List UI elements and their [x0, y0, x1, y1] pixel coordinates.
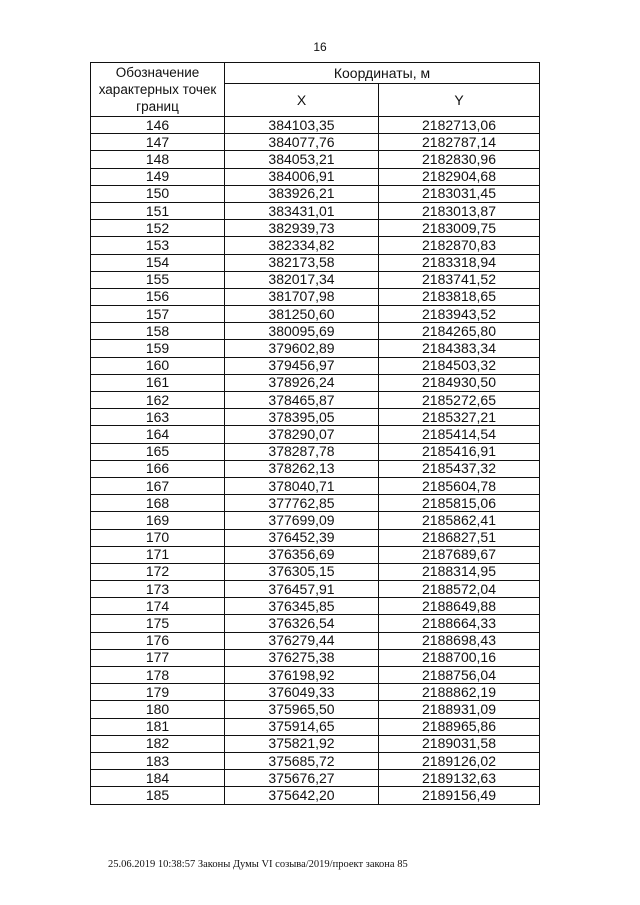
y-coordinate-cell: 2184503,32	[379, 357, 540, 374]
point-number-cell: 153	[91, 237, 225, 254]
point-number-cell: 178	[91, 667, 225, 684]
x-coordinate-cell: 376275,38	[225, 649, 379, 666]
point-number-cell: 184	[91, 770, 225, 787]
point-number-cell: 177	[91, 649, 225, 666]
point-number-cell: 175	[91, 615, 225, 632]
x-coordinate-cell: 376457,91	[225, 581, 379, 598]
x-coordinate-cell: 382017,34	[225, 271, 379, 288]
y-coordinate-cell: 2188700,16	[379, 649, 540, 666]
y-coordinate-cell: 2186827,51	[379, 529, 540, 546]
table-row	[91, 220, 540, 237]
table-row	[91, 684, 540, 701]
point-number-cell: 161	[91, 374, 225, 391]
point-number-cell: 171	[91, 546, 225, 563]
table-row	[91, 770, 540, 787]
x-coordinate-cell: 382173,58	[225, 254, 379, 271]
point-number-cell: 174	[91, 598, 225, 615]
y-coordinate-cell: 2183031,45	[379, 185, 540, 202]
table-row	[91, 185, 540, 202]
table-row	[91, 546, 540, 563]
y-coordinate-cell: 2185437,32	[379, 460, 540, 477]
x-coordinate-cell: 383431,01	[225, 202, 379, 219]
y-coordinate-cell: 2188756,04	[379, 667, 540, 684]
table-row	[91, 477, 540, 494]
x-coordinate-cell: 383926,21	[225, 185, 379, 202]
point-number-cell: 150	[91, 185, 225, 202]
header-row	[91, 63, 540, 84]
x-coordinate-cell: 376305,15	[225, 563, 379, 580]
x-coordinate-cell: 380095,69	[225, 323, 379, 340]
y-coordinate-cell: 2188649,88	[379, 598, 540, 615]
table-row	[91, 495, 540, 512]
table-row	[91, 632, 540, 649]
x-coordinate-cell: 381250,60	[225, 306, 379, 323]
y-coordinate-cell: 2183943,52	[379, 306, 540, 323]
table-row	[91, 271, 540, 288]
x-coordinate-cell: 375685,72	[225, 752, 379, 769]
table-row	[91, 529, 540, 546]
point-number-cell: 146	[91, 117, 225, 134]
x-coordinate-cell: 378287,78	[225, 443, 379, 460]
table-row	[91, 615, 540, 632]
table-row	[91, 752, 540, 769]
point-number-cell: 179	[91, 684, 225, 701]
y-coordinate-cell: 2185414,54	[379, 426, 540, 443]
point-number-cell: 149	[91, 168, 225, 185]
y-coordinate-cell: 2189132,63	[379, 770, 540, 787]
x-coordinate-cell: 375676,27	[225, 770, 379, 787]
x-coordinate-cell: 377762,85	[225, 495, 379, 512]
table-row	[91, 667, 540, 684]
x-coordinate-cell: 384006,91	[225, 168, 379, 185]
y-coordinate-cell: 2185327,21	[379, 409, 540, 426]
point-number-cell: 165	[91, 443, 225, 460]
y-coordinate-cell: 2184383,34	[379, 340, 540, 357]
point-number-cell: 158	[91, 323, 225, 340]
y-coordinate-cell: 2189156,49	[379, 787, 540, 804]
y-coordinate-cell: 2185272,65	[379, 392, 540, 409]
y-coordinate-cell: 2189031,58	[379, 735, 540, 752]
point-number-cell: 162	[91, 392, 225, 409]
y-coordinate-cell: 2187689,67	[379, 546, 540, 563]
x-coordinate-cell: 376279,44	[225, 632, 379, 649]
table-row	[91, 563, 540, 580]
point-number-cell: 160	[91, 357, 225, 374]
y-coordinate-cell: 2184265,80	[379, 323, 540, 340]
point-number-cell: 164	[91, 426, 225, 443]
point-number-cell: 155	[91, 271, 225, 288]
point-number-cell: 183	[91, 752, 225, 769]
x-coordinate-cell: 376345,85	[225, 598, 379, 615]
table-header	[91, 63, 540, 117]
point-number-cell: 168	[91, 495, 225, 512]
table-row	[91, 254, 540, 271]
x-coordinate-cell: 382334,82	[225, 237, 379, 254]
x-coordinate-cell: 378262,13	[225, 460, 379, 477]
point-number-cell: 169	[91, 512, 225, 529]
y-coordinate-cell: 2188572,04	[379, 581, 540, 598]
table-row	[91, 357, 540, 374]
table-row	[91, 323, 540, 340]
table-row	[91, 460, 540, 477]
table-row	[91, 340, 540, 357]
x-coordinate-cell: 376326,54	[225, 615, 379, 632]
table-row	[91, 649, 540, 666]
coordinates-table	[90, 62, 540, 805]
point-number-cell: 152	[91, 220, 225, 237]
y-coordinate-cell: 2184930,50	[379, 374, 540, 391]
x-coordinate-cell: 378040,71	[225, 477, 379, 494]
y-coordinate-cell: 2188931,09	[379, 701, 540, 718]
table-row	[91, 598, 540, 615]
y-coordinate-cell: 2183318,94	[379, 254, 540, 271]
point-number-cell: 166	[91, 460, 225, 477]
x-coordinate-cell: 378290,07	[225, 426, 379, 443]
x-coordinate-cell: 375642,20	[225, 787, 379, 804]
y-coordinate-cell: 2188664,33	[379, 615, 540, 632]
table-body	[91, 117, 540, 805]
x-coordinate-cell: 382939,73	[225, 220, 379, 237]
y-coordinate-cell: 2182904,68	[379, 168, 540, 185]
x-coordinate-cell: 384077,76	[225, 134, 379, 151]
point-number-cell: 173	[91, 581, 225, 598]
point-number-cell: 172	[91, 563, 225, 580]
y-coordinate-cell: 2182830,96	[379, 151, 540, 168]
y-coordinate-cell: 2183009,75	[379, 220, 540, 237]
y-coordinate-cell: 2188965,86	[379, 718, 540, 735]
y-coordinate-cell: 2188314,95	[379, 563, 540, 580]
point-number-cell: 170	[91, 529, 225, 546]
point-number-cell: 180	[91, 701, 225, 718]
y-coordinate-cell: 2182713,06	[379, 117, 540, 134]
y-coordinate-cell: 2183013,87	[379, 202, 540, 219]
y-coordinate-cell: 2182787,14	[379, 134, 540, 151]
point-number-cell: 148	[91, 151, 225, 168]
point-number-cell: 154	[91, 254, 225, 271]
x-coordinate-cell: 375965,50	[225, 701, 379, 718]
x-coordinate-cell: 375914,65	[225, 718, 379, 735]
point-number-cell: 167	[91, 477, 225, 494]
point-number-cell: 181	[91, 718, 225, 735]
x-coordinate-cell: 376356,69	[225, 546, 379, 563]
x-coordinate-cell: 379602,89	[225, 340, 379, 357]
x-column-header: X	[225, 84, 379, 117]
point-number-cell: 147	[91, 134, 225, 151]
table-row	[91, 306, 540, 323]
table-row	[91, 443, 540, 460]
table-row	[91, 134, 540, 151]
table-row	[91, 117, 540, 134]
point-number-cell: 157	[91, 306, 225, 323]
y-coordinate-cell: 2188862,19	[379, 684, 540, 701]
designation-header: Обозначение характерных точек границ	[91, 63, 225, 117]
y-coordinate-cell: 2182870,83	[379, 237, 540, 254]
x-coordinate-cell: 377699,09	[225, 512, 379, 529]
table-row	[91, 718, 540, 735]
y-coordinate-cell: 2185862,41	[379, 512, 540, 529]
table-row	[91, 581, 540, 598]
point-number-cell: 163	[91, 409, 225, 426]
y-coordinate-cell: 2185815,06	[379, 495, 540, 512]
x-coordinate-cell: 378395,05	[225, 409, 379, 426]
table-row	[91, 374, 540, 391]
footer-stamp: 25.06.2019 10:38:57 Законы Думы VI созыва/2019/проект закона 85	[108, 859, 408, 870]
point-number-cell: 159	[91, 340, 225, 357]
x-coordinate-cell: 375821,92	[225, 735, 379, 752]
x-coordinate-cell: 376452,39	[225, 529, 379, 546]
coordinates-header: Координаты, м	[225, 63, 540, 84]
table-row	[91, 426, 540, 443]
y-coordinate-cell: 2185604,78	[379, 477, 540, 494]
table-row	[91, 392, 540, 409]
table-row	[91, 288, 540, 305]
y-coordinate-cell: 2189126,02	[379, 752, 540, 769]
point-number-cell: 185	[91, 787, 225, 804]
page-number: 16	[313, 40, 327, 54]
x-coordinate-cell: 379456,97	[225, 357, 379, 374]
table-row	[91, 735, 540, 752]
table-row	[91, 237, 540, 254]
y-coordinate-cell: 2183818,65	[379, 288, 540, 305]
x-coordinate-cell: 378465,87	[225, 392, 379, 409]
x-coordinate-cell: 378926,24	[225, 374, 379, 391]
table-row	[91, 787, 540, 804]
table-row	[91, 202, 540, 219]
x-coordinate-cell: 376198,92	[225, 667, 379, 684]
y-coordinate-cell: 2183741,52	[379, 271, 540, 288]
table-row	[91, 151, 540, 168]
point-number-cell: 156	[91, 288, 225, 305]
x-coordinate-cell: 381707,98	[225, 288, 379, 305]
y-coordinate-cell: 2188698,43	[379, 632, 540, 649]
table-row	[91, 409, 540, 426]
table-row	[91, 168, 540, 185]
table-row	[91, 512, 540, 529]
point-number-cell: 182	[91, 735, 225, 752]
y-coordinate-cell: 2185416,91	[379, 443, 540, 460]
x-coordinate-cell: 376049,33	[225, 684, 379, 701]
table-row	[91, 701, 540, 718]
y-column-header: Y	[379, 84, 540, 117]
x-coordinate-cell: 384103,35	[225, 117, 379, 134]
x-coordinate-cell: 384053,21	[225, 151, 379, 168]
point-number-cell: 151	[91, 202, 225, 219]
point-number-cell: 176	[91, 632, 225, 649]
